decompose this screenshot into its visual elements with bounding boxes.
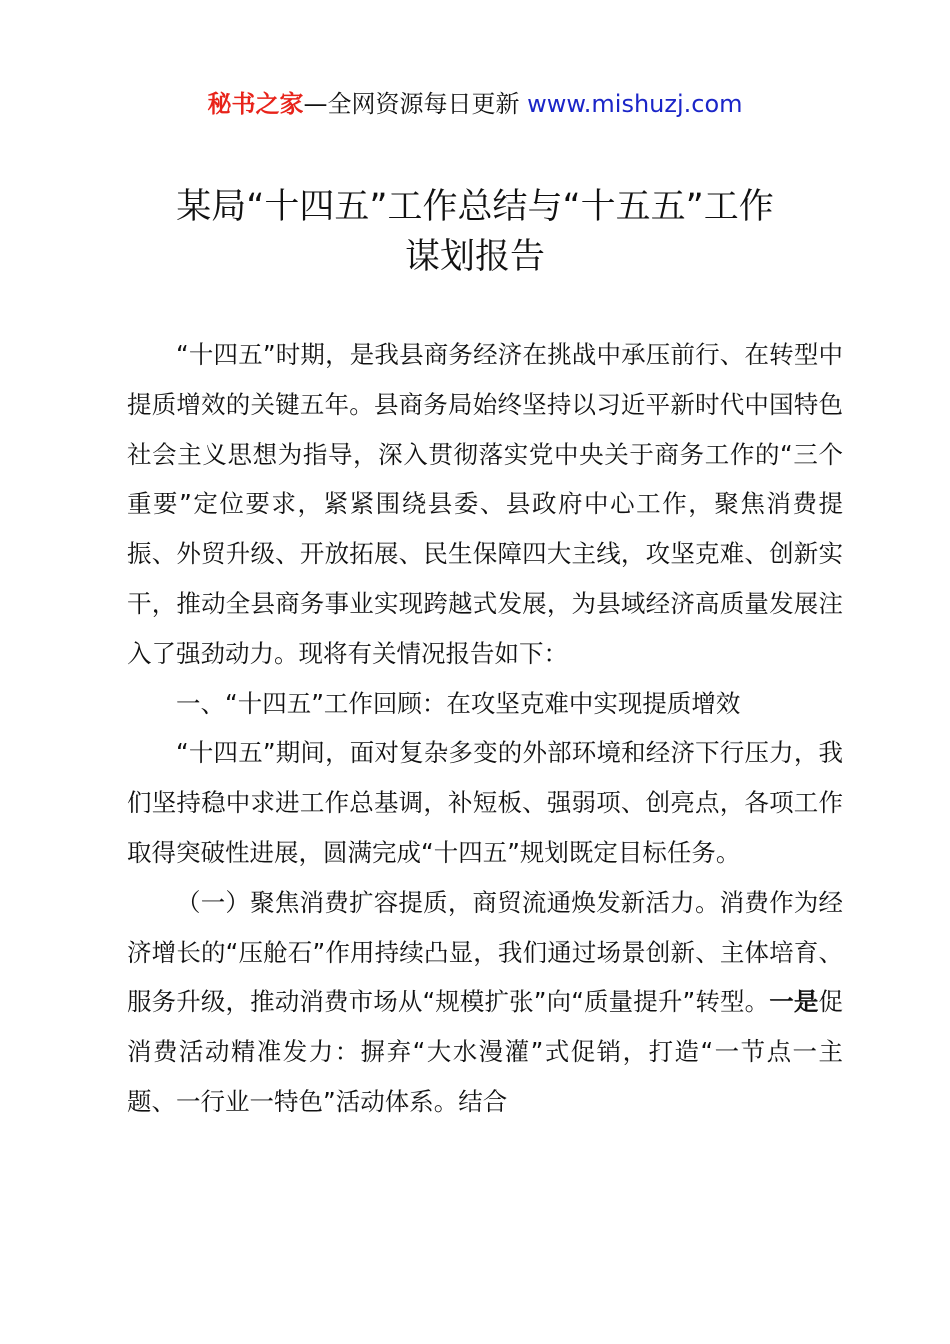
intro-paragraph: “十四五”时期，是我县商务经济在挑战中承压前行、在转型中提质增效的关键五年。县商务局始终坚持以习近平新时代中国特色社会主义思想为指导，深入贯彻落实党中央关于商务工作的“三个重要”定位要求，紧紧围绕县委、县政府中心工作，聚焦消费提振、外贸升级、开放拓展、民生保障四大主线，攻坚克难、创新实干，推动全县商务事业实现跨越式发展，为县域经济高质量发展注入了强劲动力。现将有关情况报告如下： — [127, 340, 843, 668]
site-header — [0, 86, 950, 122]
emphasis-first: 一是 — [769, 987, 819, 1017]
site-url-link[interactable]: www.mishuzj.com — [527, 90, 743, 118]
header-tagline: —全网资源每日更新 — [303, 90, 528, 118]
title-line-1: 某局“十四五”工作总结与“十五五”工作 — [176, 187, 774, 227]
review-paragraph: “十四五”期间，面对复杂多变的外部环境和经济下行压力，我们坚持稳中求进工作总基调，补短板、强弱项、创亮点，各项工作取得突破性进展，圆满完成“十四五”规划既定目标任务。 — [127, 738, 843, 867]
section-heading-1: 一、“十四五”工作回顾：在攻坚克难中实现提质增效 — [176, 688, 741, 718]
document-title — [60, 182, 890, 282]
brand-name: 秘书之家 — [207, 90, 304, 118]
consumption-text-before: （一）聚焦消费扩容提质，商贸流通焕发新活力。消费作为经济增长的“压舱石”作用持续凸显，我们通过场景创新、主体培育、服务升级，推动消费市场从“规模扩张”向“质量提升”转型。 — [127, 887, 843, 1017]
consumption-paragraph — [127, 878, 843, 1127]
document-body — [127, 330, 843, 1127]
consumption-text-after: 促消费活动精准发力：摒弃“大水漫灌”式促销，打造“一节点一主题、一行业一特色”活动体系。结合 — [127, 987, 843, 1116]
title-line-2: 谋划报告 — [404, 237, 545, 277]
